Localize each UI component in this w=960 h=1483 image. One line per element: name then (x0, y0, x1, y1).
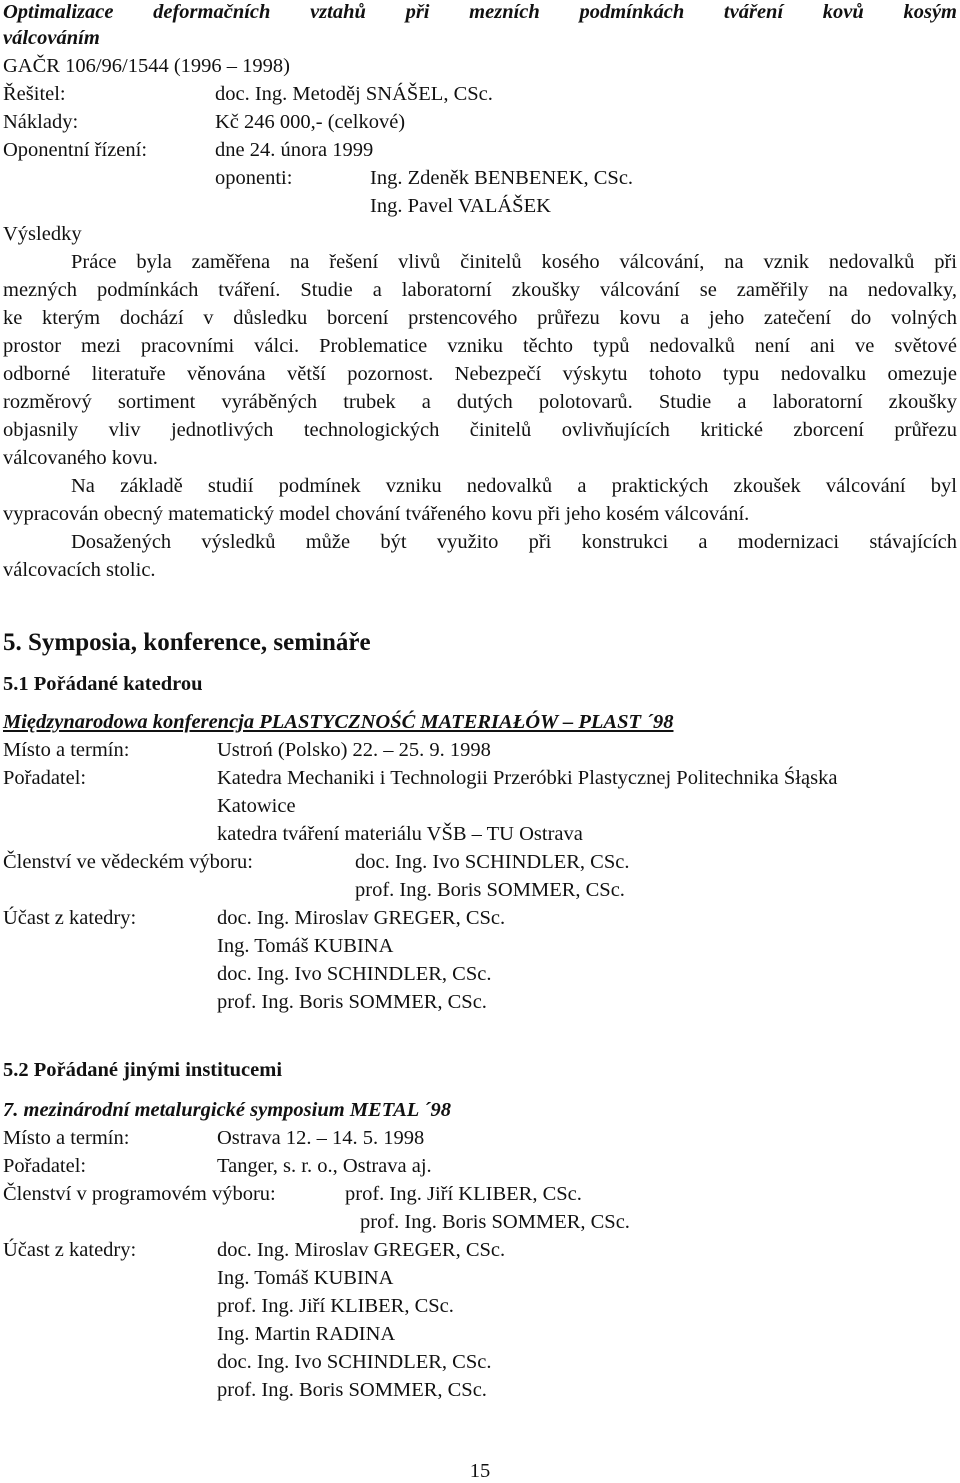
conference-1-title: Międzynarodowa konferencja PLASTYCZNOŚĆ MATERIAŁÓW – PLAST ´98 (3, 711, 674, 733)
conf2-place-label: Místo a termín: (3, 1127, 130, 1149)
conf1-committee-label: Členství ve vědeckém výboru: (3, 851, 253, 873)
conf1-place: Ustroń (Polsko) 22. – 25. 9. 1998 (217, 739, 491, 761)
costs-label: Náklady: (3, 111, 79, 133)
results-line: Práce byla zaměřena na řešení vlivů činitelů kosého válcování, na vznik nedovalků při (71, 251, 957, 273)
conf2-participation-label: Účast z katedry: (3, 1239, 137, 1261)
conf2-organizer-label: Pořadatel: (3, 1155, 87, 1177)
conf2-participant: doc. Ing. Miroslav GREGER, CSc. (217, 1239, 506, 1261)
project-title-line2: válcováním (3, 27, 100, 49)
results-line: válcovaného kovu. (3, 447, 158, 469)
solver-value: doc. Ing. Metoděj SNÁŠEL, CSc. (215, 83, 493, 105)
conf2-committee-label: Členství v programovém výboru: (3, 1183, 276, 1205)
conf2-committee-member: prof. Ing. Jiří KLIBER, CSc. (345, 1183, 582, 1205)
opponent-2: Ing. Pavel VALÁŠEK (370, 195, 551, 217)
page-number: 15 (469, 1460, 491, 1482)
project-title-line1: Optimalizace deformačních vztahů při mezních podmínkách tváření kovů kosým (3, 1, 957, 23)
results-line: ke kterým dochází v důsledku borcení prstencového průřezu kovu a jeho zatečení do volných (3, 307, 957, 329)
costs-value: Kč 246 000,- (celkové) (215, 111, 406, 133)
conf1-organizer-line3: katedra tváření materiálu VŠB – TU Ostrava (217, 823, 583, 845)
conf1-committee-member: doc. Ing. Ivo SCHINDLER, CSc. (355, 851, 630, 873)
results-line: Dosažených výsledků může být využito při konstrukci a modernizaci stávajících (71, 531, 957, 553)
conf2-place: Ostrava 12. – 14. 5. 1998 (217, 1127, 425, 1149)
results-line: prostor mezi pracovními válci. Problematice vzniku těchto typů nedovalků není ani ve světové (3, 335, 957, 357)
subsection-5-2-heading: 5.2 Pořádané jinými institucemi (3, 1059, 283, 1081)
results-line: Na základě studií podmínek vzniku nedovalků a praktických zkoušek válcování byl (71, 475, 957, 497)
conf1-committee-member: prof. Ing. Boris SOMMER, CSc. (355, 879, 625, 901)
results-line: odborné literatuře věnována větší pozornost. Nebezpečí výskytu tohoto typu nedovalku omezuje (3, 363, 957, 385)
results-line: objasnily vliv jednotlivých technologických činitelů ovlivňujících kritické zborcení průřezu (3, 419, 957, 441)
conf2-participant: Ing. Martin RADINA (217, 1323, 396, 1345)
grant-number: GAČR 106/96/1544 (1996 – 1998) (3, 55, 290, 77)
conf1-participant: Ing. Tomáš KUBINA (217, 935, 394, 957)
results-line: válcovacích stolic. (3, 559, 156, 581)
conf2-committee-member: prof. Ing. Boris SOMMER, CSc. (360, 1211, 630, 1233)
conf1-participant: prof. Ing. Boris SOMMER, CSc. (217, 991, 487, 1013)
conf1-organizer-label: Pořadatel: (3, 767, 87, 789)
conf1-participant: doc. Ing. Miroslav GREGER, CSc. (217, 907, 506, 929)
solver-label: Řešitel: (3, 83, 66, 105)
conf2-organizer: Tanger, s. r. o., Ostrava aj. (217, 1155, 432, 1177)
conf2-participant: Ing. Tomáš KUBINA (217, 1267, 394, 1289)
subsection-5-1-heading: 5.1 Pořádané katedrou (3, 673, 203, 695)
review-label: Oponentní řízení: (3, 139, 148, 161)
conf2-participant: doc. Ing. Ivo SCHINDLER, CSc. (217, 1351, 492, 1373)
section-5-heading: 5. Symposia, konference, semináře (3, 629, 371, 656)
conf2-participant: prof. Ing. Boris SOMMER, CSc. (217, 1379, 487, 1401)
conference-2-title: 7. mezinárodní metalurgické symposium METAL ´98 (3, 1099, 451, 1121)
review-date: dne 24. února 1999 (215, 139, 374, 161)
conf2-participant: prof. Ing. Jiří KLIBER, CSc. (217, 1295, 454, 1317)
conf1-participant: doc. Ing. Ivo SCHINDLER, CSc. (217, 963, 492, 985)
opponent-1: Ing. Zdeněk BENBENEK, CSc. (370, 167, 634, 189)
conf1-organizer-line2: Katowice (217, 795, 296, 817)
results-line: mezných podmínkách tváření. Studie a laboratorní zkoušky válcování se zaměřily na nedovalky, (3, 279, 957, 301)
conf1-organizer-line1: Katedra Mechaniki i Technologii Przeróbki Plastycznej Politechnika Śłąska (217, 767, 838, 789)
conf1-participation-label: Účast z katedry: (3, 907, 137, 929)
opponents-label: oponenti: (215, 167, 293, 189)
results-line: rozměrový sortiment vyráběných trubek a dutých polotovarů. Studie a laboratorní zkoušky (3, 391, 957, 413)
results-label: Výsledky (3, 223, 82, 245)
results-line: vypracován obecný matematický model chování tvářeného kovu při jeho kosém válcování. (3, 503, 750, 525)
conf1-place-label: Místo a termín: (3, 739, 130, 761)
results-paragraphs (3, 248, 957, 584)
